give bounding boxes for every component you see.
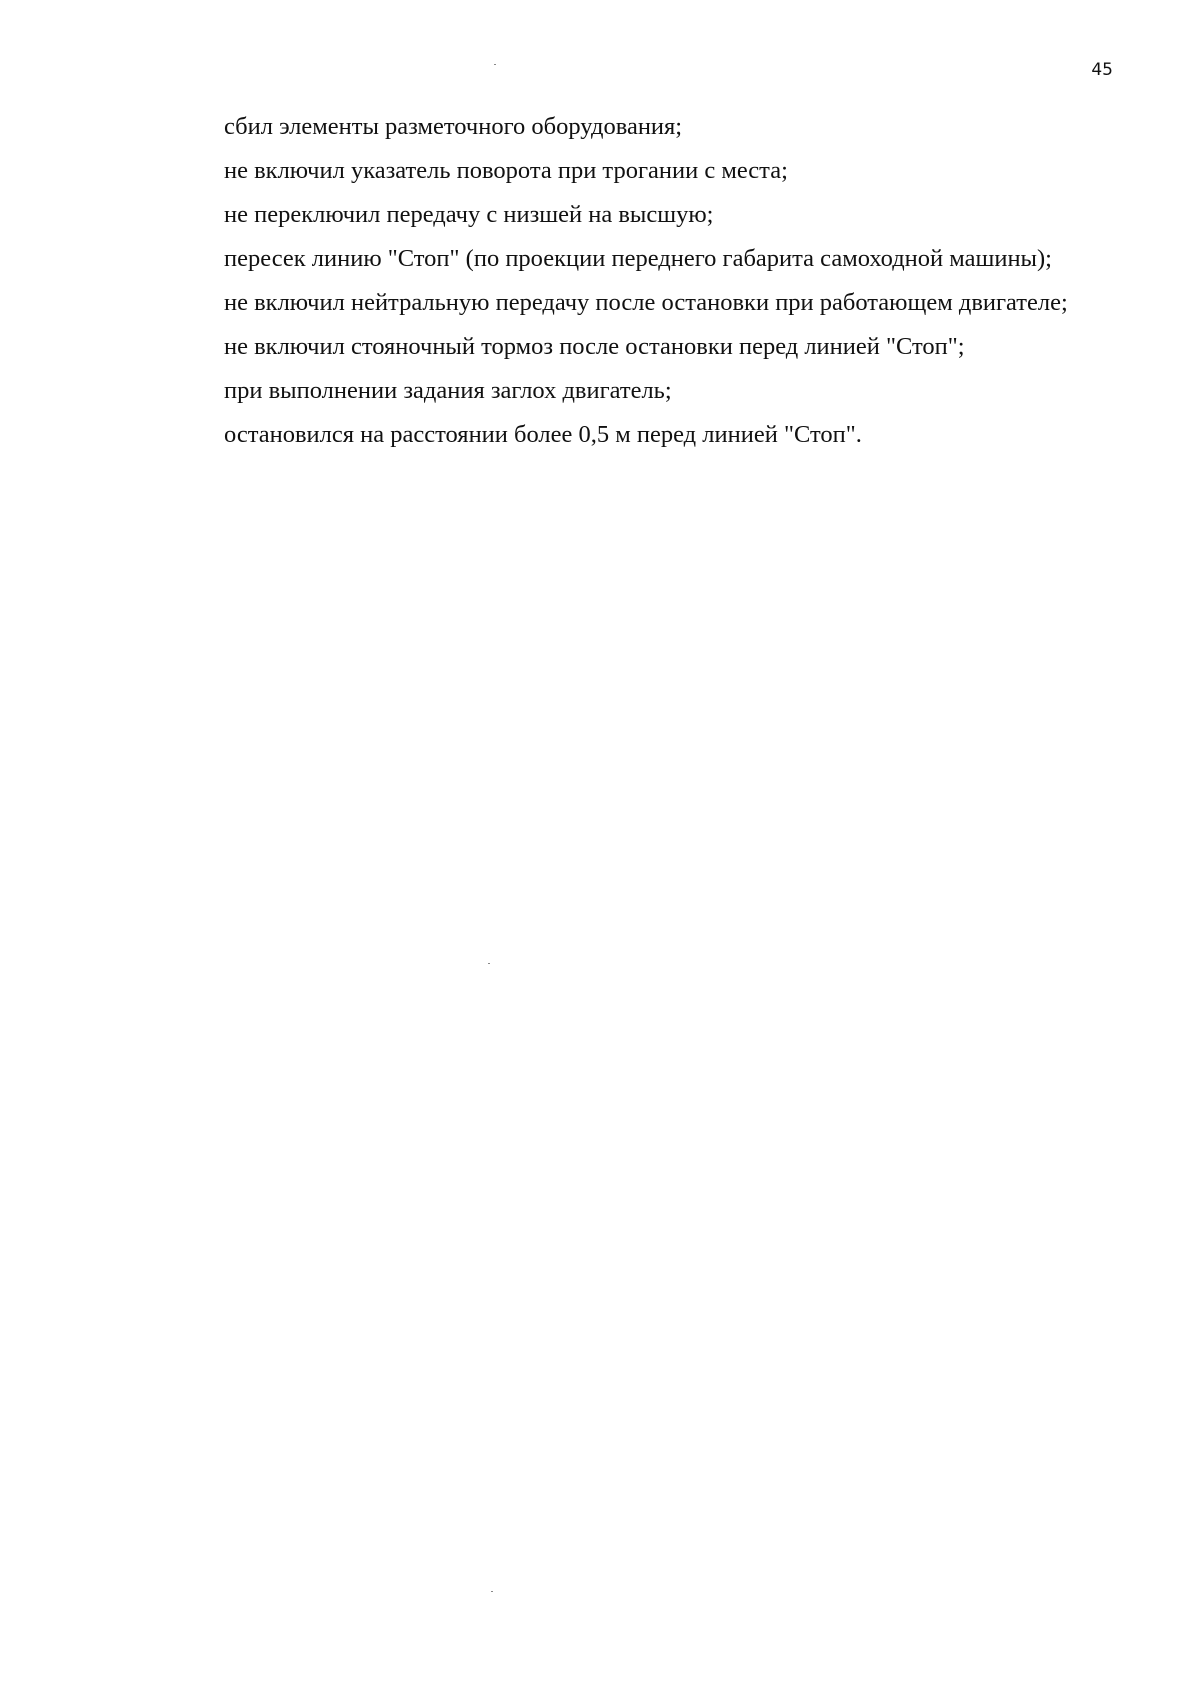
paragraph: не переключил передачу с низшей на высшую; [224,201,714,228]
paragraph: пересек линию "Стоп" (по проекции переднего габарита самоходной машины); [224,245,1052,272]
paragraph: остановился на расстоянии более 0,5 м перед линией "Стоп". [224,421,862,448]
paragraph: не включил стояночный тормоз после остановки перед линией "Стоп"; [224,333,965,360]
paragraph: при выполнении задания заглох двигатель; [224,377,672,404]
scan-speck [488,963,490,964]
scan-speck [494,64,496,65]
paragraph: не включил нейтральную передачу после остановки при работающем двигателе; [224,289,1068,316]
document-body [168,112,1114,464]
paragraph: сбил элементы разметочного оборудования; [224,113,683,140]
scan-speck [491,1591,493,1592]
paragraph: не включил указатель поворота при трогании с места; [224,157,788,184]
page-number: 45 [1091,60,1113,80]
